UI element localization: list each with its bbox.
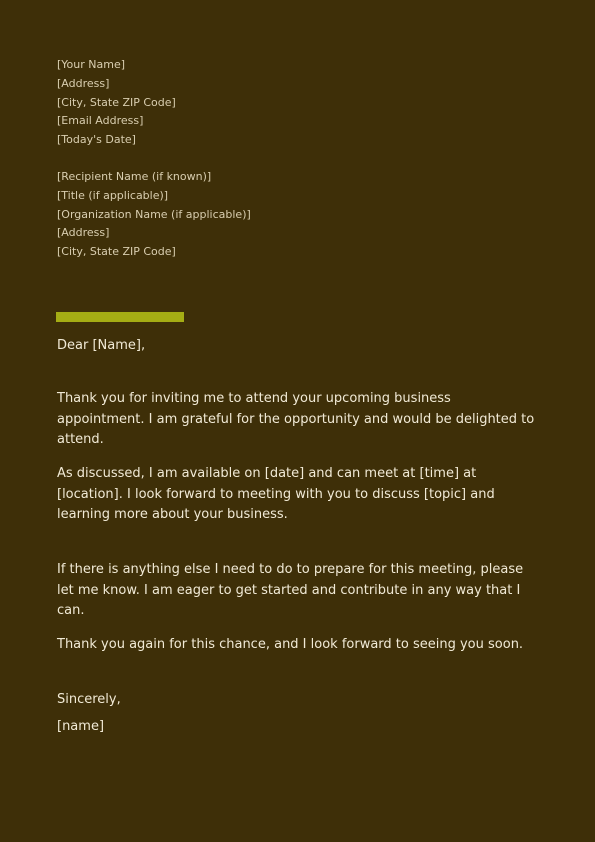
sender-email: [Email Address] — [57, 114, 144, 128]
sender-address: [Address] — [57, 76, 110, 90]
recipient-block — [57, 168, 251, 262]
closing: Sincerely, — [57, 692, 121, 707]
recipient-city-state-zip: [City, State ZIP Code] — [57, 245, 176, 259]
salutation: Dear [Name], — [57, 338, 146, 353]
sender-name: [Your Name] — [57, 58, 126, 71]
recipient-organization: [Organization Name (if applicable)] — [57, 207, 251, 221]
recipient-title: [Title (if applicable)] — [57, 188, 169, 202]
recipient-name: [Recipient Name (if known)] — [57, 170, 212, 183]
sender-date: [Today's Date] — [57, 133, 136, 147]
accent-bar — [56, 312, 184, 322]
body-paragraph-1: Thank you for inviting me to attend your upcoming business appointment. I am grateful for the opportunity and would be delighted to attend. — [57, 391, 535, 447]
body-paragraph-4: Thank you again for this chance, and I look forward to seeing you soon. — [57, 637, 524, 652]
sender-city-state-zip: [City, State ZIP Code] — [57, 95, 176, 109]
recipient-address: [Address] — [57, 226, 110, 240]
signature: [name] — [57, 719, 105, 734]
body-paragraph-3: If there is anything else I need to do to prepare for this meeting, please let me know. I am eager to get started and contribute in any way that I can. — [57, 562, 524, 618]
body-paragraph-2: As discussed, I am available on [date] and can meet at [time] at [location]. I look forward to meeting with you to discuss [topic] and learning more about your business. — [57, 466, 495, 522]
sender-block — [57, 56, 176, 150]
